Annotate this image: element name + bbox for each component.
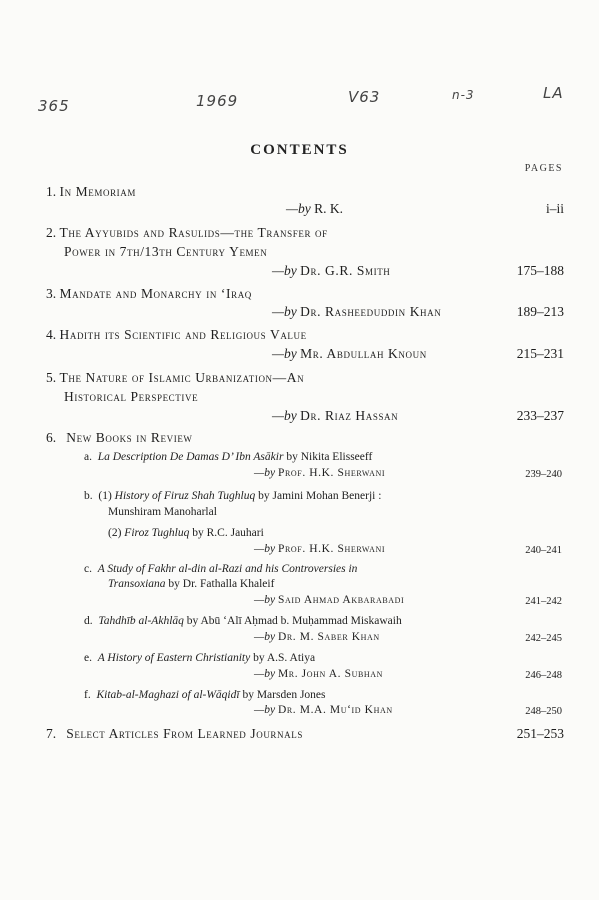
by-prefix: —by [254, 631, 276, 643]
by-prefix: —by [286, 201, 311, 216]
review-letter: c. [84, 563, 92, 575]
entry-pages: 175–188 [516, 263, 564, 278]
pages-column-header: PAGES [524, 163, 563, 174]
entry-title: New Books in Review [66, 430, 193, 445]
handwritten-annotation-3: V63 [348, 88, 381, 106]
review-pages: 246–248 [525, 670, 562, 681]
review-letter: d. [84, 615, 93, 627]
review-book-title: La Description De Damas D’ Ibn Asākir [97, 451, 284, 463]
review-pages: 248–250 [525, 706, 562, 717]
review-subnumber: (1) [98, 490, 115, 502]
entry-pages: 233–237 [516, 408, 564, 423]
reviewer: Said Ahmad Akbarabadi [277, 594, 405, 606]
entry-number: 6. [46, 430, 57, 445]
entry-number: 5. [46, 370, 57, 385]
by-prefix: —by [254, 668, 276, 680]
handwritten-annotation-1: 365 [38, 97, 70, 115]
review-book-author: by Abū ‘Alī Aḥmad b. Muḥammad Miskawaih [183, 615, 402, 627]
review-book-author: by Dr. Fathalla Khaleif [165, 578, 275, 590]
entry-title: Mandate and Monarchy in ‘Iraq [59, 286, 252, 301]
handwritten-annotation-2: 1969 [196, 92, 239, 110]
review-pages: 241–242 [525, 596, 562, 607]
review-book-title: Kitab-al-Maghazi of al-Wāqidī [96, 689, 240, 701]
by-prefix: —by [272, 346, 297, 361]
entry-number: 1. [46, 184, 57, 199]
entry-author: Dr. G.R. Smith [300, 263, 391, 278]
page-title: CONTENTS [250, 142, 349, 158]
by-prefix: —by [254, 467, 276, 479]
reviewer: Prof. H.K. Sherwani [277, 467, 386, 479]
reviewer: Mr. John A. Subhan [277, 668, 384, 680]
by-prefix: —by [254, 543, 276, 555]
review-subnumber: (2) [108, 527, 125, 539]
review-letter: b. [84, 490, 93, 502]
by-prefix: —by [272, 408, 297, 423]
review-book-title: A History of Eastern Christianity [97, 652, 251, 664]
review-book-title: Firoz Tughluq [124, 527, 190, 539]
entry-pages: 251–253 [516, 726, 564, 741]
review-book-author: by Nikita Elisseeff [283, 451, 373, 463]
entry-title-line-2: Power in 7th/13th Century Yemen [64, 244, 268, 259]
review-book-title: History of Firuz Shah Tughluq [114, 490, 256, 502]
review-pages: 240–241 [525, 545, 562, 556]
entry-title: In Memoriam [59, 184, 136, 199]
review-book-title: A Study of Fakhr al-din al-Razi and his Controversies in [97, 563, 358, 575]
review-book-title: Tahdhīb al-Akhlāq [98, 615, 184, 627]
entry-author: Dr. Rasheeduddin Khan [300, 304, 442, 319]
reviewer: Prof. H.K. Sherwani [277, 543, 386, 555]
review-book-author: by Marsden Jones [239, 689, 326, 701]
review-book-author: by A.S. Atiya [250, 652, 316, 664]
entry-title-line-2: Historical Perspective [64, 389, 199, 404]
handwritten-annotation-4: n-3 [452, 88, 475, 102]
entry-number: 7. [46, 726, 57, 741]
entry-author: Mr. Abdullah Knoun [300, 346, 427, 361]
review-pages: 239–240 [525, 469, 562, 480]
review-book-author: by R.C. Jauhari [189, 527, 264, 539]
by-prefix: —by [272, 263, 297, 278]
by-prefix: —by [254, 704, 276, 716]
entry-title: The Nature of Islamic Urbanization—An [59, 370, 305, 385]
entry-author: R. K. [314, 201, 344, 216]
reviewer: Dr. M.A. Mu‘id Khan [277, 704, 393, 716]
entry-title: Hadith its Scientific and Religious Value [59, 327, 307, 342]
review-letter: a. [84, 451, 92, 463]
review-publisher: Munshiram Manoharlal [108, 506, 217, 518]
entry-number: 3. [46, 286, 57, 301]
review-letter: f. [84, 689, 91, 701]
review-book-author: by Jamini Mohan Benerji : [255, 490, 382, 502]
review-letter: e. [84, 652, 92, 664]
entry-pages: 189–213 [516, 304, 564, 319]
by-prefix: —by [272, 304, 297, 319]
entry-title: Select Articles From Learned Journals [66, 726, 303, 741]
entry-pages: 215–231 [516, 346, 564, 361]
review-pages: 242–245 [525, 633, 562, 644]
review-book-title-line-2: Transoxiana [108, 578, 166, 590]
reviewer: Dr. M. Saber Khan [277, 631, 380, 643]
by-prefix: —by [254, 594, 276, 606]
entry-title: The Ayyubids and Rasulids—the Transfer of [59, 225, 328, 240]
handwritten-annotation-5: LA [543, 84, 564, 102]
entry-pages: i–ii [545, 201, 564, 216]
entry-number: 4. [46, 327, 57, 342]
entry-number: 2. [46, 225, 57, 240]
entry-author: Dr. Riaz Hassan [300, 408, 399, 423]
